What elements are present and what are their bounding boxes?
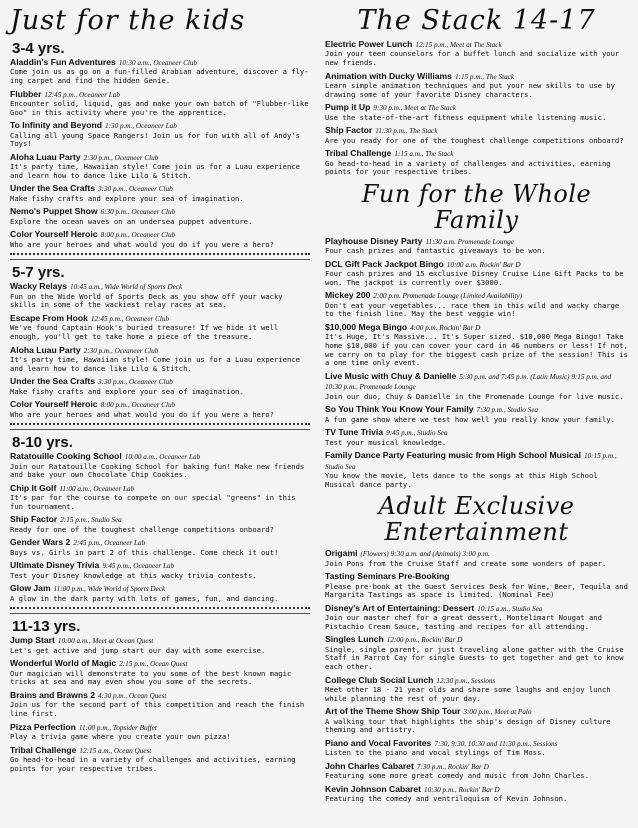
event-entry [325,40,628,68]
event-title: Pizza Perfection [10,721,76,732]
event-description: Let's get active and jump start our day with some exercise. [10,645,266,655]
event-entry [10,538,310,557]
event-title: Brains and Brawns 2 [10,689,96,700]
event-entry [325,237,628,256]
event-entry [10,723,310,742]
event-meta: 3:00 p.m., Meet at Palo [463,708,532,717]
event-description: It's party time, Hawaiian style! Come join us for a Luau experience and learn how to dance like Lilo & Stitch. [10,162,300,180]
event-meta: 10:00 a.m. Rockin' Bar D [446,260,521,269]
event-entry [325,126,628,145]
event-entry [325,149,628,177]
event-title: Gender Wars 2 [10,537,71,548]
section-divider [10,607,310,614]
event-title: Flubber [10,88,42,99]
event-description: Go head-to-head in a variety of challenges and activities, earning points for your respective tribes. [325,158,611,177]
event-entry [325,762,628,781]
event-title: $10,000 Mega Bingo [325,321,408,332]
event-meta: (Flowers) 9:30 a.m. and (Animals) 3:00 p.m. [360,550,490,559]
event-meta: 4:00 p.m. Rockin' Bar D [410,323,481,332]
event-entry [325,428,628,447]
event-title: Wonderful World of Magic [10,658,117,669]
event-meta: 12:45 p.m., Oceaneer Club [90,314,170,323]
event-description: Four cash prizes and 15 exclusive Disney Cruise Line Gift Packs to be won. The jackpot is currently over $3000. [325,269,624,287]
event-entry [10,346,310,374]
event-title: Art of the Theme Show Ship Tour [325,706,461,717]
event-entry [10,282,310,310]
event-title: Under the Sea Crafts [10,376,96,387]
event-entry [10,691,310,719]
event-meta: 7:30 p.m., Rockin' Bar D [416,762,489,771]
event-description: Join our Ratatouille Cooking School for baking fun! Make new friends and bake your own Chocolate Chip Cookies. [10,461,305,480]
event-entry [10,452,310,480]
kids-title: Just for the kids [10,5,246,36]
stack-events [325,40,628,177]
event-title: Wacky Relays [10,281,68,292]
event-title: TV Tune Trivia [325,427,384,438]
kids-sections [10,40,310,773]
event-meta: 2:15 p.m., Studio Sea [60,516,122,525]
event-entry [325,549,628,568]
event-title: Playhouse Disney Party [325,235,423,246]
event-description: Test your Disney knowledge at this wacky trivia contests. [10,570,257,580]
event-entry [325,707,628,735]
event-entry [10,659,310,687]
event-description: A glow in the dark party with lots of games, fun, and dancing. [10,593,279,603]
adult-title: Adult Exclusive Entertainment [378,492,575,547]
event-title: Escape From Hook [10,312,88,323]
event-title: Ratatouille Cooking School [10,451,122,462]
event-description: Who are your heroes and what would you do if you were a hero? [10,239,274,249]
event-title: Color Yourself Heroic [10,229,98,240]
event-entry [10,58,310,86]
event-title: Jump Start [10,635,55,646]
event-meta: 1:30 p.m., Oceaneer Lab [104,122,177,131]
event-title: Origami [325,548,358,559]
event-description: Play a trivia game where you create your own pizza! [10,731,231,741]
family-events [325,237,628,489]
event-entry [325,323,628,368]
event-meta: 12:00 p.m., Rockin' Bar D [386,636,463,645]
event-entry [325,72,628,100]
event-description: Featuring the comedy and ventriloquism of Kevin Johnson. [325,794,568,804]
event-meta: 12:15 p.m., Meet at The Stack [415,41,502,49]
event-description: Learn simple animation techniques and put your new skills to use by drawing some of your favorite Disney characters. [325,81,615,99]
event-entry [325,451,628,489]
event-entry [325,676,628,704]
event-entry [10,746,310,774]
event-title: DCL Gift Pack Jackpot Bingo [325,258,444,269]
event-title: Under the Sea Crafts [10,183,96,194]
event-title: Disney's Art of Entertaining: Dessert [325,602,475,613]
event-entry [10,636,310,655]
event-entry [325,291,628,319]
event-description: A walking tour that highlights the ship's design of Disney culture theming and artistry. [325,716,611,735]
event-meta: 9:45 p.m., Studio Sea [386,429,448,438]
event-description: Make fishy crafts and explore your sea of imagination. [10,386,244,396]
age-group-heading: 11-13 yrs. [12,618,81,636]
event-description: Go head-to-head in a variety of challenges and activities, earning points for your respective tribes. [10,754,296,773]
event-entry [325,785,628,804]
event-description: It's Huge, It's Massive... It's Super sized. $10,000 Mega Bingo! Take home $10,000 if you can cover your card in 46 numbers or less! If not, we carry on to play for the biggest cash prize of the session! This is a one time only event. [325,332,628,368]
event-meta: 10:15 a.m., Studio Sea [477,604,543,613]
event-title: Aladdin's Fun Adventures [10,57,116,67]
event-description: Don't eat your vegetables... race them in this wild and wacky charge to the finish line. May the best veggie win! [325,300,620,319]
event-title: Chip It Golf [10,482,57,493]
event-meta: 11:30 p.m., The Stack [375,127,438,136]
stack-title: The Stack 14-17 [357,5,596,36]
event-title: Aloha Luau Party [10,151,81,162]
event-meta: 9:45 p.m., Oceaneer Lab [102,562,175,571]
event-description: Join Pons from the Cruise Staff and create some wonders of paper. [325,558,607,568]
event-title: Tribal Challenge [325,148,392,159]
event-description: Ready for one of the toughest challenge competitions onboard? [10,524,274,534]
event-title: To Infinity and Beyond [10,120,102,131]
event-entry [10,515,310,534]
event-description: Calling all young Space Rangers! Join us for fun with all of Andy's Toys! [10,130,300,149]
event-title: Mickey 200 [325,290,371,301]
event-description: Listen to the piano and vocal stylings of Tim Moss. [325,748,546,758]
event-meta: 11:00 p.m., Wide World of Sports Deck [53,585,166,594]
event-title: Color Yourself Heroic [10,399,98,410]
event-description: Encounter solid, liquid, gas and make your own batch of "Flubber-like Goo" in this activity where you're the apprentice. [10,99,309,117]
event-description: Use the state-of-the-art fitness equipment while listening music. [325,112,607,122]
event-meta: 12:45 p.m., Oceaneer Lab [44,90,120,99]
event-meta: 12:30 p.m., Sessions [436,676,496,685]
event-meta: 8:00 p.m., Oceaneer Club [100,231,176,240]
event-meta: 12:15 a.m., Ocean Quest [79,746,152,755]
event-description: Who are your heroes and what would you do if you were a hero? [10,409,274,419]
event-meta: 1:15 p.m., The Stack [454,72,515,81]
event-title: College Club Social Lunch [325,674,434,685]
event-description: Meet other 18 - 21 year olds and share some laughs and enjoy lunch while planning the rest of your day. [325,684,611,703]
event-description: It's party time, Hawaiian style! Come join us for a Luau experience and learn how to dance like Lilo & Stitch. [10,354,300,373]
event-meta: 7:30, 9:30, 10:30 and 11:30 p.m., Sessions [434,739,558,748]
event-entry [10,121,310,149]
event-entry [325,103,628,122]
event-meta: 3:30 p.m., Oceaneer Club [98,185,173,194]
event-title: Live Music with Chuy & Danielle [325,370,457,381]
event-entry [325,635,628,671]
event-entry [10,377,310,396]
event-entry [325,739,628,758]
event-title: Tasting Seminars Pre-Booking [325,571,450,582]
event-description: Are you ready for one of the toughest challenge competitions onboard? [325,135,624,145]
age-group-heading: 5-7 yrs. [12,264,65,282]
event-meta: 10:15 p.m., Studio Sea [325,452,617,471]
event-meta: 7:30 p.m., Studio Sea [476,406,538,415]
event-entry [10,184,310,203]
event-description: Boys vs. Girls in part 2 of this challenge. Come check it out! [10,547,279,557]
event-meta: 10:00 a.m., Oceaneer Lab [124,453,201,462]
age-group-heading: 8-10 yrs. [12,434,73,452]
event-description: Featuring some more great comedy and music from John Charles. [325,771,589,781]
event-entry [325,572,628,600]
event-description: We've found Captain Hook's buried treasure! If we hide it well enough, you'll get to take home a piece of the treasure. [10,323,279,341]
kids-column [10,6,310,777]
event-title: Ultimate Disney Trivia [10,560,100,571]
event-entry [10,400,310,419]
age-group-heading: 3-4 yrs. [12,40,65,57]
event-meta: 2:00 p.m. Promenade Lounge (Limited Availability) [373,292,523,301]
event-description: You know the movie, lets dance to the songs at this High School Musical dance party. [325,470,598,489]
event-meta: 1:15 a.m., The Stack [394,150,454,159]
event-description: Join us for the second part of this competition and reach the finish line first. [10,700,305,718]
event-meta: 10:00 a.m., Meet at Ocean Quest [57,637,154,646]
event-meta: 10:30 a.m., Oceaneer Club [118,59,198,67]
event-entry [10,230,310,249]
event-description: It's par for the course to compete on our special "greens" in this fun tournament. [10,493,296,511]
family-title: Fun for the Whole Family [361,179,592,234]
event-title: Family Dance Party Featuring music from High School Musical [325,450,581,461]
event-title: Singles Lunch [325,634,384,645]
event-meta: 5:30 p.m. and 7:45 p.m. (Latin Music) 9:15 p.m. and 10:30 p.m., Promenade Lounge [325,372,612,392]
event-title: Tribal Challenge [10,744,77,755]
event-description: Make fishy crafts and explore your sea of imagination. [10,193,244,203]
event-entry [10,584,310,603]
event-entry [325,260,628,288]
event-description: Join your teen counselors for a buffet lunch and socialize with your new friends. [325,49,620,67]
event-meta: 3:30 p.m., Oceaneer Club [98,378,173,387]
event-title: Glow Jam [10,583,51,594]
event-entry [325,372,628,401]
event-description: Test your musical knowledge. [325,437,447,447]
event-title: Ship Factor [325,125,373,136]
stack-column [325,6,628,808]
event-meta: 11:00 a.m., Oceaneer Lab [59,484,135,493]
event-meta: 10:30 p.m., Rockin' Bar D [423,785,500,794]
event-entry [10,207,310,226]
event-entry [325,604,628,632]
event-meta: 11:00 p.m., Topsider Buffet [78,723,157,732]
event-meta: 8:00 p.m., Oceaneer Club [100,401,176,410]
event-entry [10,90,310,118]
event-title: Animation with Ducky Williams [325,70,452,81]
event-meta: 11:30 a.m. Promenade Lounge [425,237,514,246]
section-divider [10,423,310,430]
event-entry [10,314,310,342]
event-meta: 6:30 p.m., Oceaneer Club [100,208,176,217]
event-meta: 2:45 p.m., Oceaneer Lab [73,539,146,548]
event-meta: 2:30 p.m., Oceaneer Club [83,153,159,162]
event-title: John Charles Cabaret [325,760,414,771]
event-title: Pump it Up [325,102,371,113]
event-description: Four cash prizes and fantastic giveaways to be won. [325,246,546,256]
event-meta: 10:45 a.m., Wide World of Sports Deck [70,283,183,292]
event-description: Fun on the Wide World of Sports Deck as you show off your wacky skills in some of the wackiest relay races at sea. [10,291,283,310]
event-entry [10,153,310,181]
section-divider [10,253,310,260]
event-title: So You Think You Know Your Family [325,404,474,415]
event-entry [10,561,310,580]
event-description: Explore the ocean waves on an undersea puppet adventure. [10,216,253,226]
event-entry [325,405,628,424]
event-title: Electric Power Lunch [325,39,413,49]
event-meta: 4:30 p.m., Ocean Quest [98,691,167,700]
event-meta: 2:15 p.m., Ocean Quest [119,660,188,669]
event-title: Ship Factor [10,514,58,525]
event-description: Single, single parent, or just traveling alone gather with the Cruise Staff in Parrot Cay for single Guests to get together and get to know each other. [325,644,624,671]
event-entry [10,484,310,512]
event-title: Piano and Vocal Favorites [325,737,432,748]
event-title: Aloha Luau Party [10,344,81,355]
adult-events [325,549,628,804]
event-description: Come join us as go on a fun-filled Arabian adventure, discover a fly-ing carpet and find the hidden Genie. [10,67,309,85]
event-description: A fun game show where we test how well you really know your family. [325,414,615,424]
event-meta: 2:30 p.m., Oceaneer Club [83,346,159,355]
event-description: Join our master chef for a great dessert, Montelimart Nougat and Pistachio Cream Sauce, tasting and recipes for all attending. [325,613,602,631]
event-meta: 9:30 p.m., Meet at The Stack [373,104,456,113]
event-title: Nemo's Puppet Show [10,206,98,217]
event-title: Kevin Johnson Cabaret [325,783,421,794]
event-description: Our magician will demonstrate to you some of the best known magic tricks at sea and may even show you some of the secrets. [10,668,292,687]
event-description: Please pre-book at the Guest Services Desk for Wine, Beer, Tequila and Margarita Tastings as space is limited. (Nominal Fee) [325,581,628,600]
event-description: Join our duo, Chuy & Danielle in the Promenade Lounge for live music. [325,391,624,401]
